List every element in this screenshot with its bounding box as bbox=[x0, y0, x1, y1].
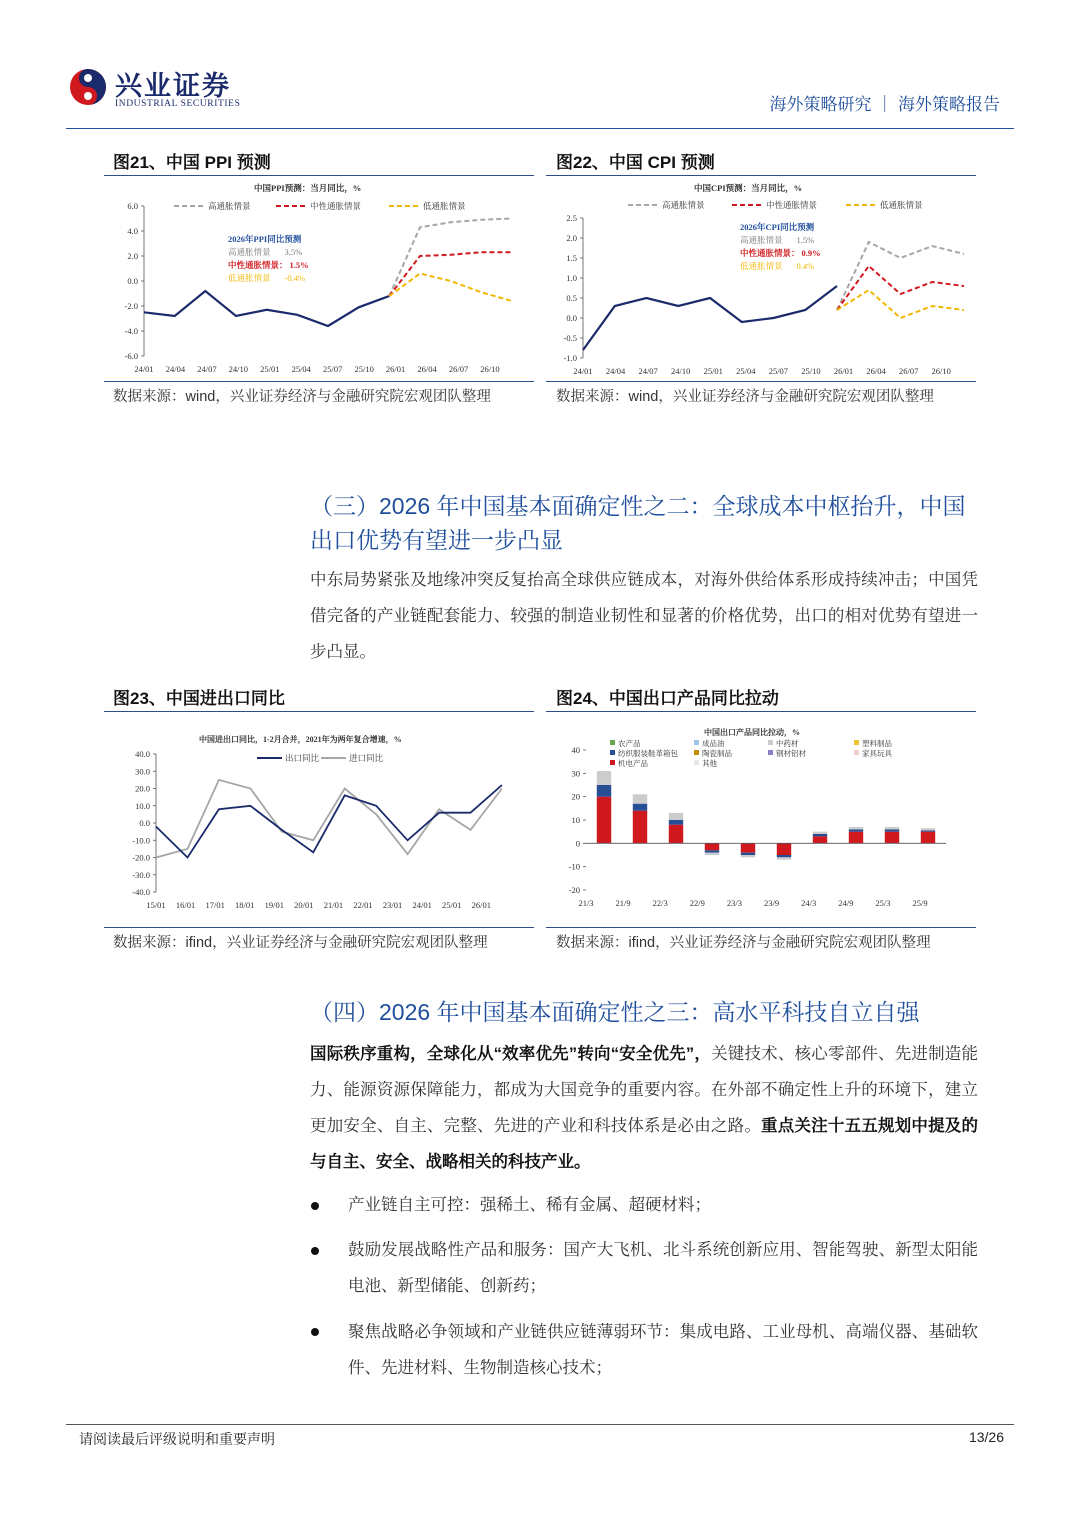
fig24-bar bbox=[633, 794, 647, 803]
x-tick-label: 22/3 bbox=[652, 898, 668, 908]
x-tick-label: 25/9 bbox=[912, 898, 928, 908]
section3-paragraph: 中东局势紧张及地缘冲突反复抬高全球供应链成本，对海外供给体系形成持续冲击；中国凭借完备的产业链配套能力、较强的制造业韧性和显著的价格优势，出口的相对优势有望进一步凸显。 bbox=[310, 571, 978, 661]
fig24-bar bbox=[669, 820, 683, 825]
y-tick-label: 10 bbox=[571, 815, 580, 825]
x-tick-label: 16/01 bbox=[175, 900, 196, 910]
x-tick-label: 25/07 bbox=[768, 366, 789, 376]
fig23-import-line bbox=[156, 780, 502, 858]
bullet-dot bbox=[311, 1328, 319, 1336]
x-tick-label: 26/04 bbox=[866, 366, 886, 376]
x-tick-label: 21/3 bbox=[578, 898, 594, 908]
x-tick-label: 23/01 bbox=[382, 900, 403, 910]
section4-bold-lead: 国际秩序重构，全球化从“效率优先”转向“安全优先”， bbox=[310, 1045, 712, 1063]
x-tick-label: 25/04 bbox=[291, 364, 311, 374]
fig24-bar bbox=[741, 855, 755, 857]
legend-high-label: 高通胀情景 bbox=[662, 200, 705, 210]
legend-label: 其他 bbox=[702, 759, 717, 768]
x-tick-label: 23/3 bbox=[726, 898, 743, 908]
fig22-chart bbox=[546, 178, 976, 380]
section4-heading: （四）2026 年中国基本面确定性之三：高水平科技自立自强 bbox=[310, 999, 920, 1025]
x-tick-label: 20/01 bbox=[294, 900, 314, 910]
bullet-item-2: 鼓励发展战略性产品和服务：国产大飞机、北斗系统创新应用、智能驾驶、新型太阳能电池、新型储能、创新药； bbox=[348, 1241, 978, 1295]
fig24-bar bbox=[849, 829, 863, 831]
legend-high-label: 高通胀情景 bbox=[208, 201, 251, 211]
x-tick-label: 23/9 bbox=[764, 898, 780, 908]
fig21-series-line bbox=[389, 274, 512, 302]
y-tick-label: 30 bbox=[571, 768, 580, 779]
x-tick-label: 24/01 bbox=[573, 366, 593, 376]
fig24-title: 图24、中国出口产品同比拉动 bbox=[556, 689, 779, 708]
y-tick-label: 0.0 bbox=[139, 818, 150, 828]
legend-swatch bbox=[694, 740, 699, 745]
fig23-chart bbox=[104, 714, 534, 926]
fig22-legend bbox=[628, 200, 923, 210]
x-tick-label: 25/07 bbox=[323, 364, 343, 374]
x-tick-label: 26/10 bbox=[480, 364, 500, 374]
fig24-bar bbox=[921, 831, 935, 832]
x-tick-label: 26/07 bbox=[898, 366, 919, 376]
y-tick-label: 4.0 bbox=[127, 226, 138, 236]
fig24-bar bbox=[813, 832, 827, 834]
legend-swatch bbox=[610, 740, 615, 745]
x-tick-label: 25/01 bbox=[442, 900, 462, 910]
x-tick-label: 24/04 bbox=[165, 364, 186, 374]
x-tick-label: 21/01 bbox=[323, 900, 344, 910]
fig23-x-axis bbox=[146, 900, 491, 910]
fig24-bar bbox=[777, 843, 791, 855]
fig24-bar bbox=[921, 828, 935, 830]
fig24-bottom-rule bbox=[546, 927, 976, 928]
legend-label: 纺织服装鞋革箱包 bbox=[618, 749, 678, 758]
fig22-note-title: 2026年CPI同比预测 bbox=[740, 222, 815, 232]
fig23-bottom-rule bbox=[104, 927, 534, 928]
fig24-legend bbox=[610, 738, 892, 768]
logo-text-en: INDUSTRIAL SECURITIES bbox=[115, 99, 241, 109]
x-tick-label: 24/10 bbox=[228, 364, 249, 374]
header-rule bbox=[66, 128, 1014, 129]
fig21-top-rule bbox=[104, 175, 534, 176]
y-tick-label: 10.0 bbox=[135, 800, 150, 811]
fig24-bar bbox=[885, 829, 899, 831]
y-tick-label: 2.5 bbox=[566, 213, 577, 223]
fig24-bar bbox=[597, 797, 611, 844]
y-tick-label: 1.0 bbox=[566, 273, 577, 283]
legend-label: 中药材 bbox=[776, 739, 799, 748]
fig22-x-axis bbox=[573, 366, 951, 376]
legend-swatch bbox=[694, 760, 699, 765]
fig24-bar bbox=[777, 855, 791, 857]
x-tick-label: 24/9 bbox=[838, 898, 854, 908]
legend-import-label: 进口同比 bbox=[349, 753, 384, 763]
fig24-chart bbox=[546, 714, 976, 926]
fig24-bar bbox=[633, 811, 647, 844]
y-tick-label: 2.0 bbox=[127, 251, 138, 261]
x-tick-label: 26/04 bbox=[417, 364, 437, 374]
fig21-note-mid: 中性通胀情景： 1.5% bbox=[228, 260, 309, 270]
legend-label: 机电产品 bbox=[618, 759, 648, 768]
x-tick-label: 21/9 bbox=[615, 898, 631, 908]
fig24-bar bbox=[885, 827, 899, 829]
fig24-bar bbox=[885, 832, 899, 844]
fig22-title: 图22、中国 CPI 预测 bbox=[556, 153, 715, 172]
fig24-bar bbox=[669, 825, 683, 844]
x-tick-label: 25/3 bbox=[875, 898, 891, 908]
section3-heading: （三）2026 年中国基本面确定性之二：全球成本中枢抬升，中国出口优势有望进一步凸显 bbox=[310, 493, 966, 553]
fig21-legend bbox=[174, 201, 466, 211]
x-tick-label: 25/01 bbox=[703, 366, 723, 376]
fig24-bar bbox=[777, 857, 791, 859]
fig23-title: 图23、中国进出口同比 bbox=[113, 689, 285, 708]
fig24-bar bbox=[849, 827, 863, 829]
x-tick-label: 26/07 bbox=[448, 364, 469, 374]
fig24-bar bbox=[741, 853, 755, 855]
fig22-source: 数据来源：wind，兴业证券经济与金融研究院宏观团队整理 bbox=[556, 389, 934, 405]
y-tick-label: 0.0 bbox=[127, 276, 138, 286]
fig24-bar bbox=[633, 804, 647, 811]
x-tick-label: 24/07 bbox=[638, 366, 658, 376]
fig24-y-axis bbox=[569, 745, 586, 895]
fig21-series-line bbox=[144, 291, 389, 326]
x-tick-label: 24/07 bbox=[197, 364, 217, 374]
legend-export-label: 出口同比 bbox=[285, 753, 320, 763]
y-tick-label: -0.5 bbox=[563, 333, 577, 343]
footer-disclaimer: 请阅读最后评级说明和重要声明 bbox=[79, 1431, 275, 1447]
fig24-bar bbox=[813, 836, 827, 843]
fig24-bar bbox=[849, 832, 863, 844]
x-tick-label: 24/01 bbox=[412, 900, 432, 910]
fig21-note-title: 2026年PPI同比预测 bbox=[228, 234, 302, 244]
fig24-bar bbox=[705, 853, 719, 855]
y-tick-label: 6.0 bbox=[127, 201, 138, 211]
x-tick-label: 25/10 bbox=[354, 364, 374, 374]
y-tick-label: 0.5 bbox=[566, 293, 577, 303]
legend-swatch bbox=[694, 750, 699, 755]
fig24-bar bbox=[741, 843, 755, 852]
y-tick-label: -20.0 bbox=[132, 852, 150, 863]
x-tick-label: 25/01 bbox=[260, 364, 280, 374]
y-tick-label: 20 bbox=[571, 791, 580, 802]
y-tick-label: -2.0 bbox=[124, 301, 138, 311]
x-tick-label: 25/10 bbox=[801, 366, 821, 376]
legend-low-label: 低通胀情景 bbox=[880, 200, 923, 210]
x-tick-label: 26/10 bbox=[931, 366, 951, 376]
y-tick-label: -10 bbox=[568, 861, 580, 872]
fig21-y-axis bbox=[125, 201, 144, 361]
x-tick-label: 26/01 bbox=[385, 364, 406, 374]
fig24-bar bbox=[705, 850, 719, 852]
x-tick-label: 24/10 bbox=[671, 366, 691, 376]
y-tick-label: 1.5 bbox=[566, 253, 577, 263]
fig24-bar bbox=[705, 843, 719, 850]
fig21-note bbox=[228, 234, 309, 283]
legend-swatch bbox=[610, 750, 615, 755]
bullet-item-3: 聚焦战略必争领域和产业链供应链薄弱环节：集成电路、工业母机、高端仪器、基础软件、先进材料、生物制造核心技术； bbox=[348, 1323, 978, 1377]
fig21-note-high: 高通胀情景 3.5% bbox=[228, 247, 303, 257]
fig22-bottom-rule bbox=[546, 381, 976, 382]
fig22-note-low: 低通胀情景 0.4% bbox=[740, 261, 815, 271]
x-tick-label: 17/01 bbox=[205, 900, 225, 910]
x-tick-label: 25/04 bbox=[736, 366, 756, 376]
y-tick-label: -1.0 bbox=[563, 353, 577, 363]
fig21-chart bbox=[104, 178, 534, 380]
fig22-note bbox=[740, 222, 821, 271]
y-tick-label: -40.0 bbox=[132, 887, 150, 897]
y-tick-label: -20 bbox=[568, 885, 580, 895]
legend-swatch bbox=[854, 740, 859, 745]
legend-low-label: 低通胀情景 bbox=[423, 201, 466, 211]
page-number: 13/26 bbox=[968, 1429, 1004, 1445]
fig24-source: 数据来源：ifind，兴业证券经济与金融研究院宏观团队整理 bbox=[556, 935, 931, 951]
fig22-note-high: 高通胀情景 1.5% bbox=[740, 235, 815, 245]
fig22-top-rule bbox=[546, 175, 976, 176]
legend-swatch bbox=[768, 740, 773, 745]
fig21-series-line bbox=[389, 219, 512, 297]
y-tick-label: 0.0 bbox=[566, 313, 577, 323]
header-section: 海外策略研究 ｜ 海外策略报告 bbox=[769, 95, 1000, 114]
x-tick-label: 15/01 bbox=[146, 900, 166, 910]
legend-label: 塑料制品 bbox=[862, 739, 892, 748]
y-tick-label: 30.0 bbox=[135, 766, 150, 777]
legend-swatch bbox=[610, 760, 615, 765]
legend-label: 陶瓷制品 bbox=[702, 749, 732, 758]
y-tick-label: 40.0 bbox=[135, 749, 150, 759]
fig23-legend bbox=[257, 753, 384, 763]
x-tick-label: 18/01 bbox=[235, 900, 255, 910]
x-tick-label: 24/04 bbox=[605, 366, 626, 376]
fig21-chart-title: 中国PPI预测：当月同比，% bbox=[254, 183, 362, 193]
fig21-source: 数据来源：wind，兴业证券经济与金融研究院宏观团队整理 bbox=[113, 389, 491, 405]
fig24-bar bbox=[921, 832, 935, 844]
bullet-dot bbox=[311, 1247, 319, 1255]
fig24-bar bbox=[597, 771, 611, 785]
y-tick-label: 40 bbox=[571, 745, 580, 755]
legend-label: 成品油 bbox=[702, 739, 725, 748]
logo-text-cn: 兴业证券 bbox=[115, 71, 231, 102]
x-tick-label: 26/01 bbox=[833, 366, 854, 376]
fig24-bar bbox=[669, 813, 683, 820]
fig24-bar bbox=[813, 834, 827, 836]
y-tick-label: -6.0 bbox=[124, 351, 138, 361]
legend-label: 农产品 bbox=[618, 739, 641, 748]
section4-bold-tail: 重点关注十五五规划中提及的与自主、安全、战略相关的科技产业。 bbox=[310, 1117, 979, 1171]
fig21-bottom-rule bbox=[104, 381, 534, 382]
legend-label: 家具玩具 bbox=[862, 749, 892, 758]
fig22-series-line bbox=[837, 242, 964, 310]
fig22-series-line bbox=[583, 286, 837, 350]
y-tick-label: 20.0 bbox=[135, 783, 150, 794]
logo bbox=[68, 64, 268, 114]
y-tick-label: -10.0 bbox=[132, 835, 150, 846]
legend-mid-label: 中性通胀情景 bbox=[766, 200, 818, 210]
y-tick-label: 2.0 bbox=[566, 233, 577, 243]
footer-rule bbox=[66, 1424, 1014, 1425]
bullet-item-1: 产业链自主可控：强稀土、稀有金属、超硬材料； bbox=[348, 1196, 711, 1214]
legend-swatch bbox=[768, 750, 773, 755]
fig23-source: 数据来源：ifind，兴业证券经济与金融研究院宏观团队整理 bbox=[113, 935, 488, 951]
fig21-note-low: 低通胀情景 -0.4% bbox=[228, 273, 306, 283]
fig24-top-rule bbox=[546, 711, 976, 712]
fig24-x-axis bbox=[578, 898, 927, 908]
section4-paragraph bbox=[310, 1036, 978, 1180]
bullet-dot bbox=[311, 1202, 319, 1210]
fig21-title: 图21、中国 PPI 预测 bbox=[113, 153, 271, 172]
legend-swatch bbox=[854, 750, 859, 755]
legend-label: 钢材铝材 bbox=[776, 749, 806, 758]
fig22-note-mid: 中性通胀情景： 0.9% bbox=[740, 248, 821, 258]
x-tick-label: 22/01 bbox=[353, 900, 373, 910]
y-tick-label: -4.0 bbox=[124, 326, 138, 336]
fig23-export-line bbox=[156, 785, 502, 858]
fig23-top-rule bbox=[104, 711, 534, 712]
fig24-bar bbox=[597, 785, 611, 797]
fig24-chart-title: 中国出口产品同比拉动，% bbox=[704, 728, 800, 737]
legend-mid-label: 中性通胀情景 bbox=[310, 201, 362, 211]
fig22-series-line bbox=[837, 266, 964, 310]
x-tick-label: 22/9 bbox=[689, 898, 705, 908]
fig21-x-axis bbox=[134, 364, 499, 374]
fig22-y-axis bbox=[564, 213, 583, 363]
x-tick-label: 26/01 bbox=[471, 900, 491, 910]
x-tick-label: 24/01 bbox=[134, 364, 154, 374]
fig23-y-axis bbox=[132, 749, 156, 897]
fig21-series-line bbox=[389, 252, 512, 296]
x-tick-label: 19/01 bbox=[264, 900, 284, 910]
fig23-chart-title: 中国进出口同比，1-2月合并，2021年为两年复合增速，% bbox=[199, 735, 402, 744]
y-tick-label: 0 bbox=[575, 838, 580, 849]
y-tick-label: -30.0 bbox=[132, 869, 150, 880]
x-tick-label: 24/3 bbox=[801, 898, 817, 908]
logo-icon bbox=[68, 67, 108, 107]
section4-body: 关键技术、核心零部件、先进制造能力、能源资源保障能力，都成为大国竞争的重要内容。在外部不确定性上升的环境下，建立更加安全、自主、完整、先进的产业和科技体系是必由之路。 bbox=[310, 1045, 979, 1135]
fig22-chart-title: 中国CPI预测：当月同比，% bbox=[694, 183, 803, 193]
